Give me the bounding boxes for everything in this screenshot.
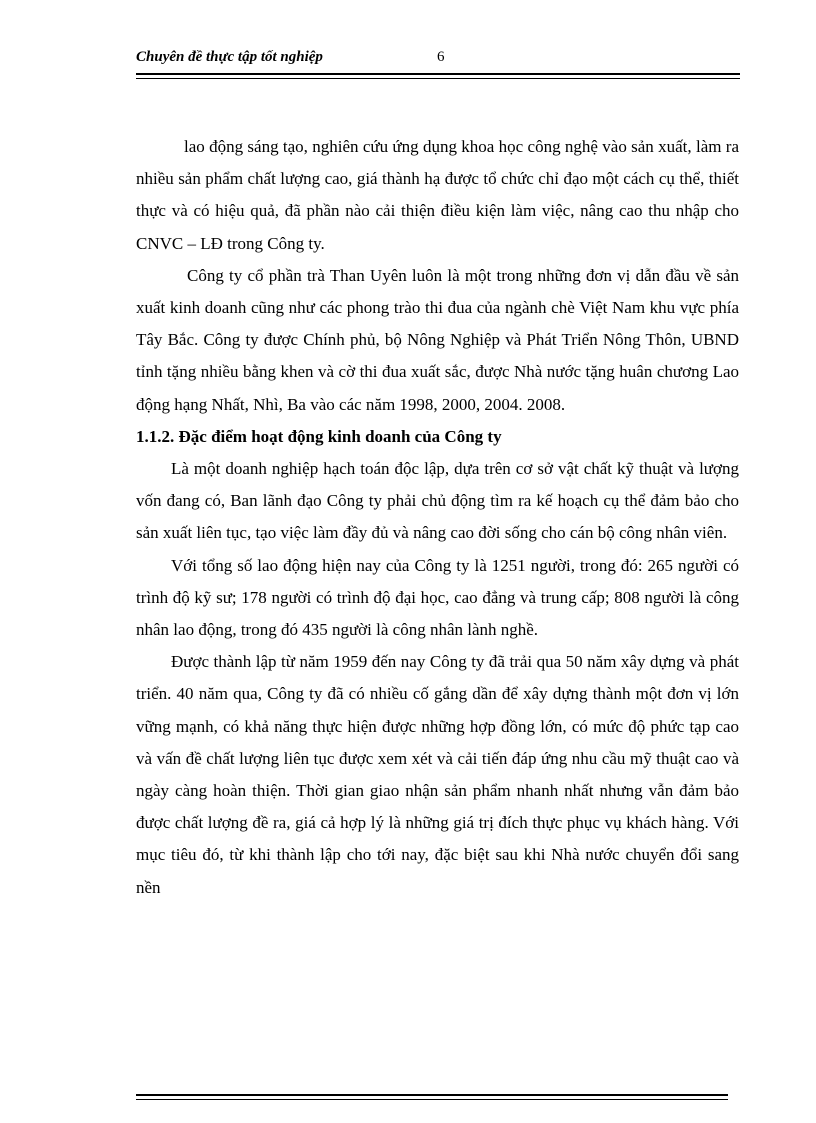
page-number: 6: [437, 49, 445, 65]
paragraph: Được thành lập từ năm 1959 đến nay Công ty đã trải qua 50 năm xây dựng và phát triển. 40 năm qua, Công ty đã có nhiều cố gắng dần để xây dựng thành một đơn vị lớn vững mạnh, có khả năng thực hiện được những hợp đồng lớn, có mức độ phức tạp cao và vấn đề chất lượng liên tục được xem xét và cải tiến đáp ứng nhu cầu mỹ thuật cao và ngày càng hoàn thiện. Thời gian giao nhận sản phẩm nhanh nhất nhưng vẫn đảm bảo được chất lượng đề ra, giá cả hợp lý là những giá trị đích thực phục vụ khách hàng. Với mục tiêu đó, từ khi thành lập cho tới nay, đặc biệt sau khi Nhà nước chuyển đổi sang nền: [136, 652, 739, 897]
page-header: [136, 48, 740, 70]
section-heading: 1.1.2. Đặc điểm hoạt động kinh doanh của Công ty: [136, 426, 502, 446]
header-divider: [136, 73, 740, 75]
header-divider-thin: [136, 78, 740, 79]
footer-divider: [136, 1094, 728, 1096]
paragraph: Với tổng số lao động hiện nay của Công ty là 1251 người, trong đó: 265 người có trình độ kỹ sư; 178 người có trình độ đại học, cao đẳng và trung cấp; 808 người là công nhân lao động, trong đó 435 người là công nhân lành nghề.: [136, 555, 739, 640]
page-body: [136, 131, 739, 904]
paragraph: lao động sáng tạo, nghiên cứu ứng dụng khoa học công nghệ vào sản xuất, làm ra nhiều sản phẩm chất lượng cao, giá thành hạ được tổ chức chỉ đạo một cách cụ thể, thiết thực và có hiệu quả, đã phần nào cải thiện điều kiện làm việc, nâng cao thu nhập cho CNVC – LĐ trong Công ty.: [136, 137, 739, 253]
footer-divider-thin: [136, 1099, 728, 1100]
document-title: Chuyên đề thực tập tốt nghiệp: [136, 49, 323, 65]
paragraph: Công ty cổ phần trà Than Uyên luôn là một trong những đơn vị dẫn đầu về sản xuất kinh doanh cũng như các phong trào thi đua của ngành chè Việt Nam khu vực phía Tây Bắc. Công ty được Chính phủ, bộ Nông Nghiệp và Phát Triển Nông Thôn, UBND tỉnh tặng nhiều bằng khen và cờ thi đua xuất sắc, được Nhà nước tặng huân chương Lao động hạng Nhất, Nhì, Ba vào các năm 1998, 2000, 2004. 2008.: [136, 265, 739, 414]
paragraph: Là một doanh nghiệp hạch toán độc lập, dựa trên cơ sở vật chất kỹ thuật và lượng vốn đang có, Ban lãnh đạo Công ty phải chủ động tìm ra kế hoạch cụ thể đảm bảo cho sản xuất liên tục, tạo việc làm đầy đủ và nâng cao đời sống cho cán bộ công nhân viên.: [136, 459, 739, 543]
